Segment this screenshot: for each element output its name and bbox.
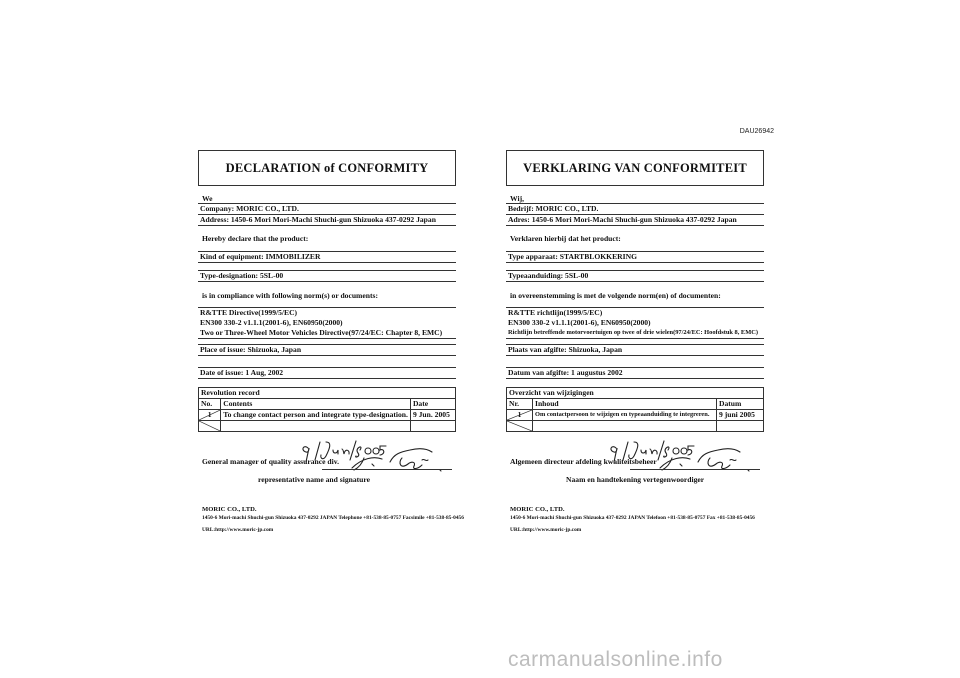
equipment-block <box>506 251 764 263</box>
norm-line: R&TTE richtlijn(1999/5/EC) <box>506 307 764 318</box>
place-line: Plaats van afgifte: Shizuoka, Japan <box>506 344 764 356</box>
header-contents: Inhoud <box>533 399 717 410</box>
handwritten-signature <box>298 436 458 476</box>
declare-text: Hereby declare that the product: <box>202 234 309 243</box>
revision-table <box>198 387 456 432</box>
norm-line: Richtlijn betreffende motorvoertuigen op twee of drie wielen(97/24/EC: Hoofdstuk 8, EMC) <box>506 328 764 339</box>
compliance-text: in overeenstemming is met de volgende norm(en) of documenten: <box>510 291 721 300</box>
table-row <box>507 410 764 421</box>
address-line: Adres: 1450-6 Mori Mori-Machi Shuchi-gun Shizuoka 437-0292 Japan <box>506 215 764 226</box>
row-date: 9 juni 2005 <box>717 410 764 421</box>
type-block <box>198 270 456 282</box>
date-of-issue-line: Date of issue: 1 Aug, 2002 <box>198 367 456 379</box>
row-contents: To change contact person and integrate type-designation. <box>221 410 411 421</box>
equipment-line: Type apparaat: STARTBLOKKERING <box>506 251 764 263</box>
row-no: 1 <box>199 410 221 421</box>
company-line: Bedrijf: MORIC CO., LTD. <box>506 203 764 215</box>
table-row <box>507 421 764 432</box>
header-no: No. <box>199 399 221 410</box>
norm-line: EN300 330-2 v1.1.1(2001-6), EN60950(2000) <box>508 318 651 327</box>
row-date <box>410 421 455 432</box>
place-block <box>198 344 456 356</box>
signer-role: Algemeen directeur afdeling kwaliteitsbeheer <box>510 457 657 466</box>
norm-line: Two or Three-Wheel Motor Vehicles Directive(97/24/EC: Chapter 8, EMC) <box>198 328 456 339</box>
row-date <box>717 421 764 432</box>
signature-line <box>322 469 452 470</box>
norm-line: R&TTE Directive(1999/5/EC) <box>198 307 456 318</box>
header-date: Date <box>410 399 455 410</box>
type-block <box>506 270 764 282</box>
compliance-text: is in compliance with following norm(s) or documents: <box>202 291 378 300</box>
footer-company: MORIC CO., LTD. <box>202 506 257 513</box>
declare-text: Verklaren hierbij dat het product: <box>510 234 621 243</box>
revision-table <box>506 387 764 432</box>
norms-block <box>506 307 764 339</box>
company-block <box>506 203 764 226</box>
type-designation-line: Typeaanduiding: 5SL-00 <box>506 270 764 282</box>
row-contents: Om contactpersoon te wijzigen en typeaanduiding te integreren. <box>533 410 717 421</box>
address-line: Address: 1450-6 Mori Mori-Machi Shuchi-gun Shizuoka 437-0292 Japan <box>198 215 456 226</box>
table-row <box>199 410 456 421</box>
signature-caption: representative name and signature <box>258 475 371 484</box>
signature-caption: Naam en handtekening vertegenwoordiger <box>566 475 705 484</box>
footer-url: URL:http://www.moric-jp.com <box>202 527 274 533</box>
header-date: Datum <box>717 399 764 410</box>
row-no <box>507 421 533 432</box>
norm-line: EN300 330-2 v1.1.1(2001-6), EN60950(2000) <box>200 318 343 327</box>
we-label: We <box>202 194 213 203</box>
company-line: Company: MORIC CO., LTD. <box>198 203 456 215</box>
document-code: DAU26942 <box>739 128 774 135</box>
date-block <box>198 367 456 379</box>
type-designation-line: Type-designation: 5SL-00 <box>198 270 456 282</box>
header-no: Nr. <box>507 399 533 410</box>
watermark-text: carmanualsonline.info <box>508 648 723 671</box>
we-label: Wij, <box>510 194 524 203</box>
date-block <box>506 367 764 379</box>
signature-line <box>630 469 760 470</box>
row-contents <box>533 421 717 432</box>
place-line: Place of issue: Shizuoka, Japan <box>198 344 456 356</box>
footer-address: 1450-6 Mori-machi Shuchi-gun Shizuoka 437-0292 JAPAN Telefoon +81-538-85-0757 Fax +81-538-85-0456 <box>510 515 755 521</box>
header-contents: Contents <box>221 399 411 410</box>
page-title: DECLARATION of CONFORMITY <box>198 150 456 186</box>
equipment-line: Kind of equipment: IMMOBILIZER <box>198 251 456 263</box>
revision-title: Revolution record <box>199 388 456 399</box>
row-date: 9 Jun. 2005 <box>410 410 455 421</box>
equipment-block <box>198 251 456 263</box>
company-block <box>198 203 456 226</box>
date-of-issue-line: Datum van afgifte: 1 augustus 2002 <box>506 367 764 379</box>
row-no: 1 <box>507 410 533 421</box>
footer-url: URL:http://www.moric-jp.com <box>510 527 582 533</box>
handwritten-signature <box>606 436 766 476</box>
revision-title: Overzicht van wijzigingen <box>507 388 764 399</box>
place-block <box>506 344 764 356</box>
page-title: VERKLARING VAN CONFORMITEIT <box>506 150 764 186</box>
footer-company: MORIC CO., LTD. <box>510 506 565 513</box>
footer-address: 1450-6 Mori-machi Shuchi-gun Shizuoka 437-0292 JAPAN Telephone +81-538-85-0757 Facsimile +81-538-85-0456 <box>202 515 464 521</box>
row-no <box>199 421 221 432</box>
norms-block <box>198 307 456 339</box>
row-contents <box>221 421 411 432</box>
signer-role: General manager of quality assurance div. <box>202 457 339 466</box>
table-row <box>199 421 456 432</box>
